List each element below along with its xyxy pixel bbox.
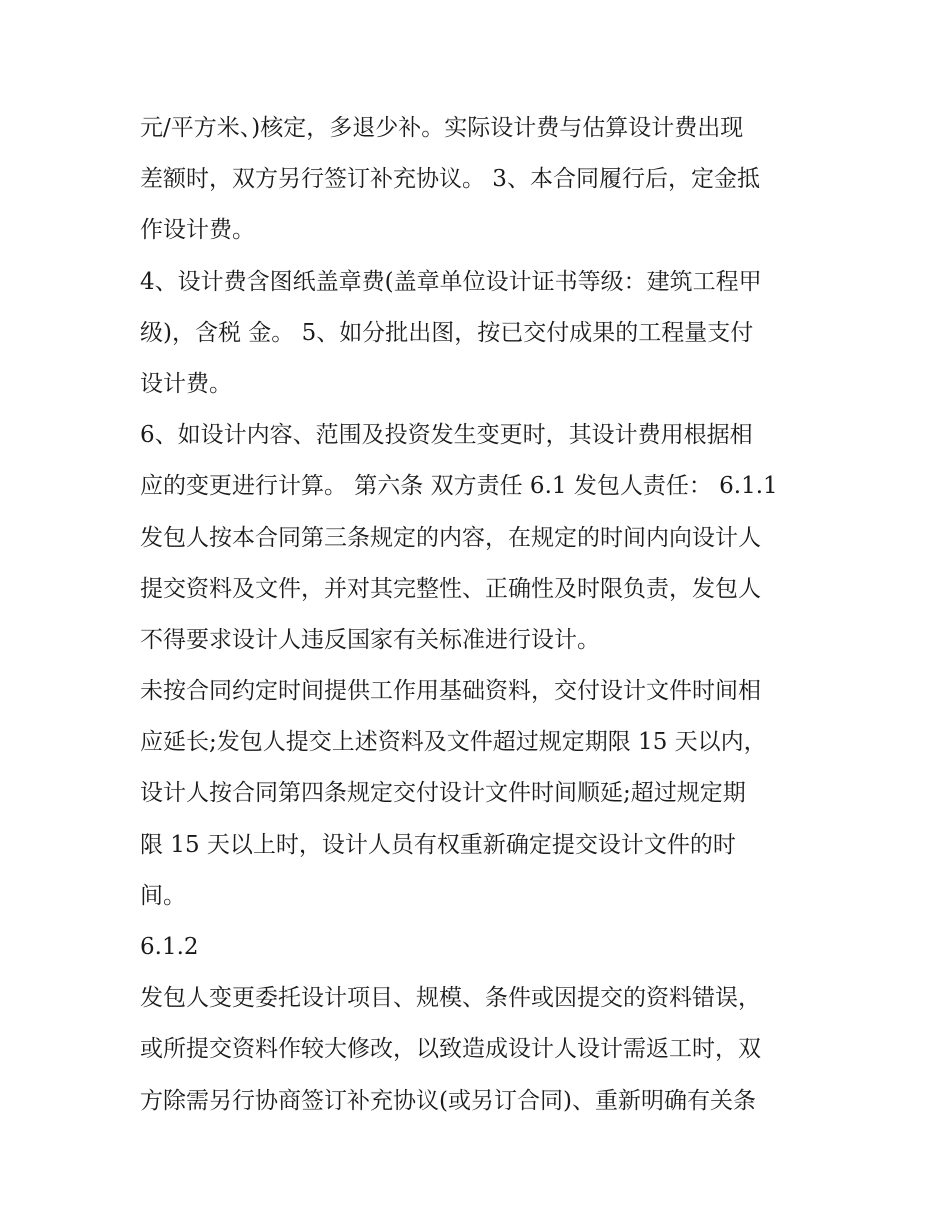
text-line: 发包人按本合同第三条规定的内容，在规定的时间内向设计人 xyxy=(140,524,761,551)
section-number: 6.1.2 xyxy=(140,934,199,960)
text-line: 或所提交资料作较大修改，以致造成设计人设计需返工时，双 xyxy=(140,1036,761,1063)
text-line: 不得要求设计人违反国家有关标准进行设计。 xyxy=(140,626,600,653)
text-line: 元/平方米、)核定，多退少补。实际设计费与估算设计费出现 xyxy=(140,115,744,141)
text-line: 级)，含税 金。 5、如分批出图，按已交付成果的工程量支付 xyxy=(140,319,754,346)
text-line: 发包人变更委托设计项目、规模、条件或因提交的资料错误， xyxy=(140,985,761,1012)
text-line: 限 15 天以上时，设计人员有权重新确定提交设计文件的时 xyxy=(140,831,736,858)
text-line: 提交资料及文件，并对其完整性、正确性及时限负责，发包人 xyxy=(140,575,761,602)
text-line: 设计人按合同第四条规定交付设计文件时间顺延;超过规定期 xyxy=(140,780,746,807)
text-line: 方除需另行协商签订补充协议(或另订合同)、重新明确有关条 xyxy=(140,1087,756,1114)
text-line: 应延长;发包人提交上述资料及文件超过规定期限 15 天以内， xyxy=(140,729,767,756)
document-page xyxy=(140,103,820,1127)
text-line: 应的变更进行计算。 第六条 双方责任 6.1 发包人责任： 6.1.1 xyxy=(140,473,778,500)
text-line: 未按合同约定时间提供工作用基础资料，交付设计文件时间相 xyxy=(140,678,761,705)
text-line: 差额时，双方另行签订补充协议。 3、本合同履行后，定金抵 xyxy=(140,166,760,193)
text-line: 作设计费。 xyxy=(140,217,255,244)
text-line: 4、设计费含图纸盖章费(盖章单位设计证书等级：建筑工程甲 xyxy=(140,268,762,295)
text-line: 设计费。 xyxy=(140,370,232,397)
text-line: 6、如设计内容、范围及投资发生变更时，其设计费用根据相 xyxy=(140,422,753,449)
text-line: 间。 xyxy=(140,882,186,909)
